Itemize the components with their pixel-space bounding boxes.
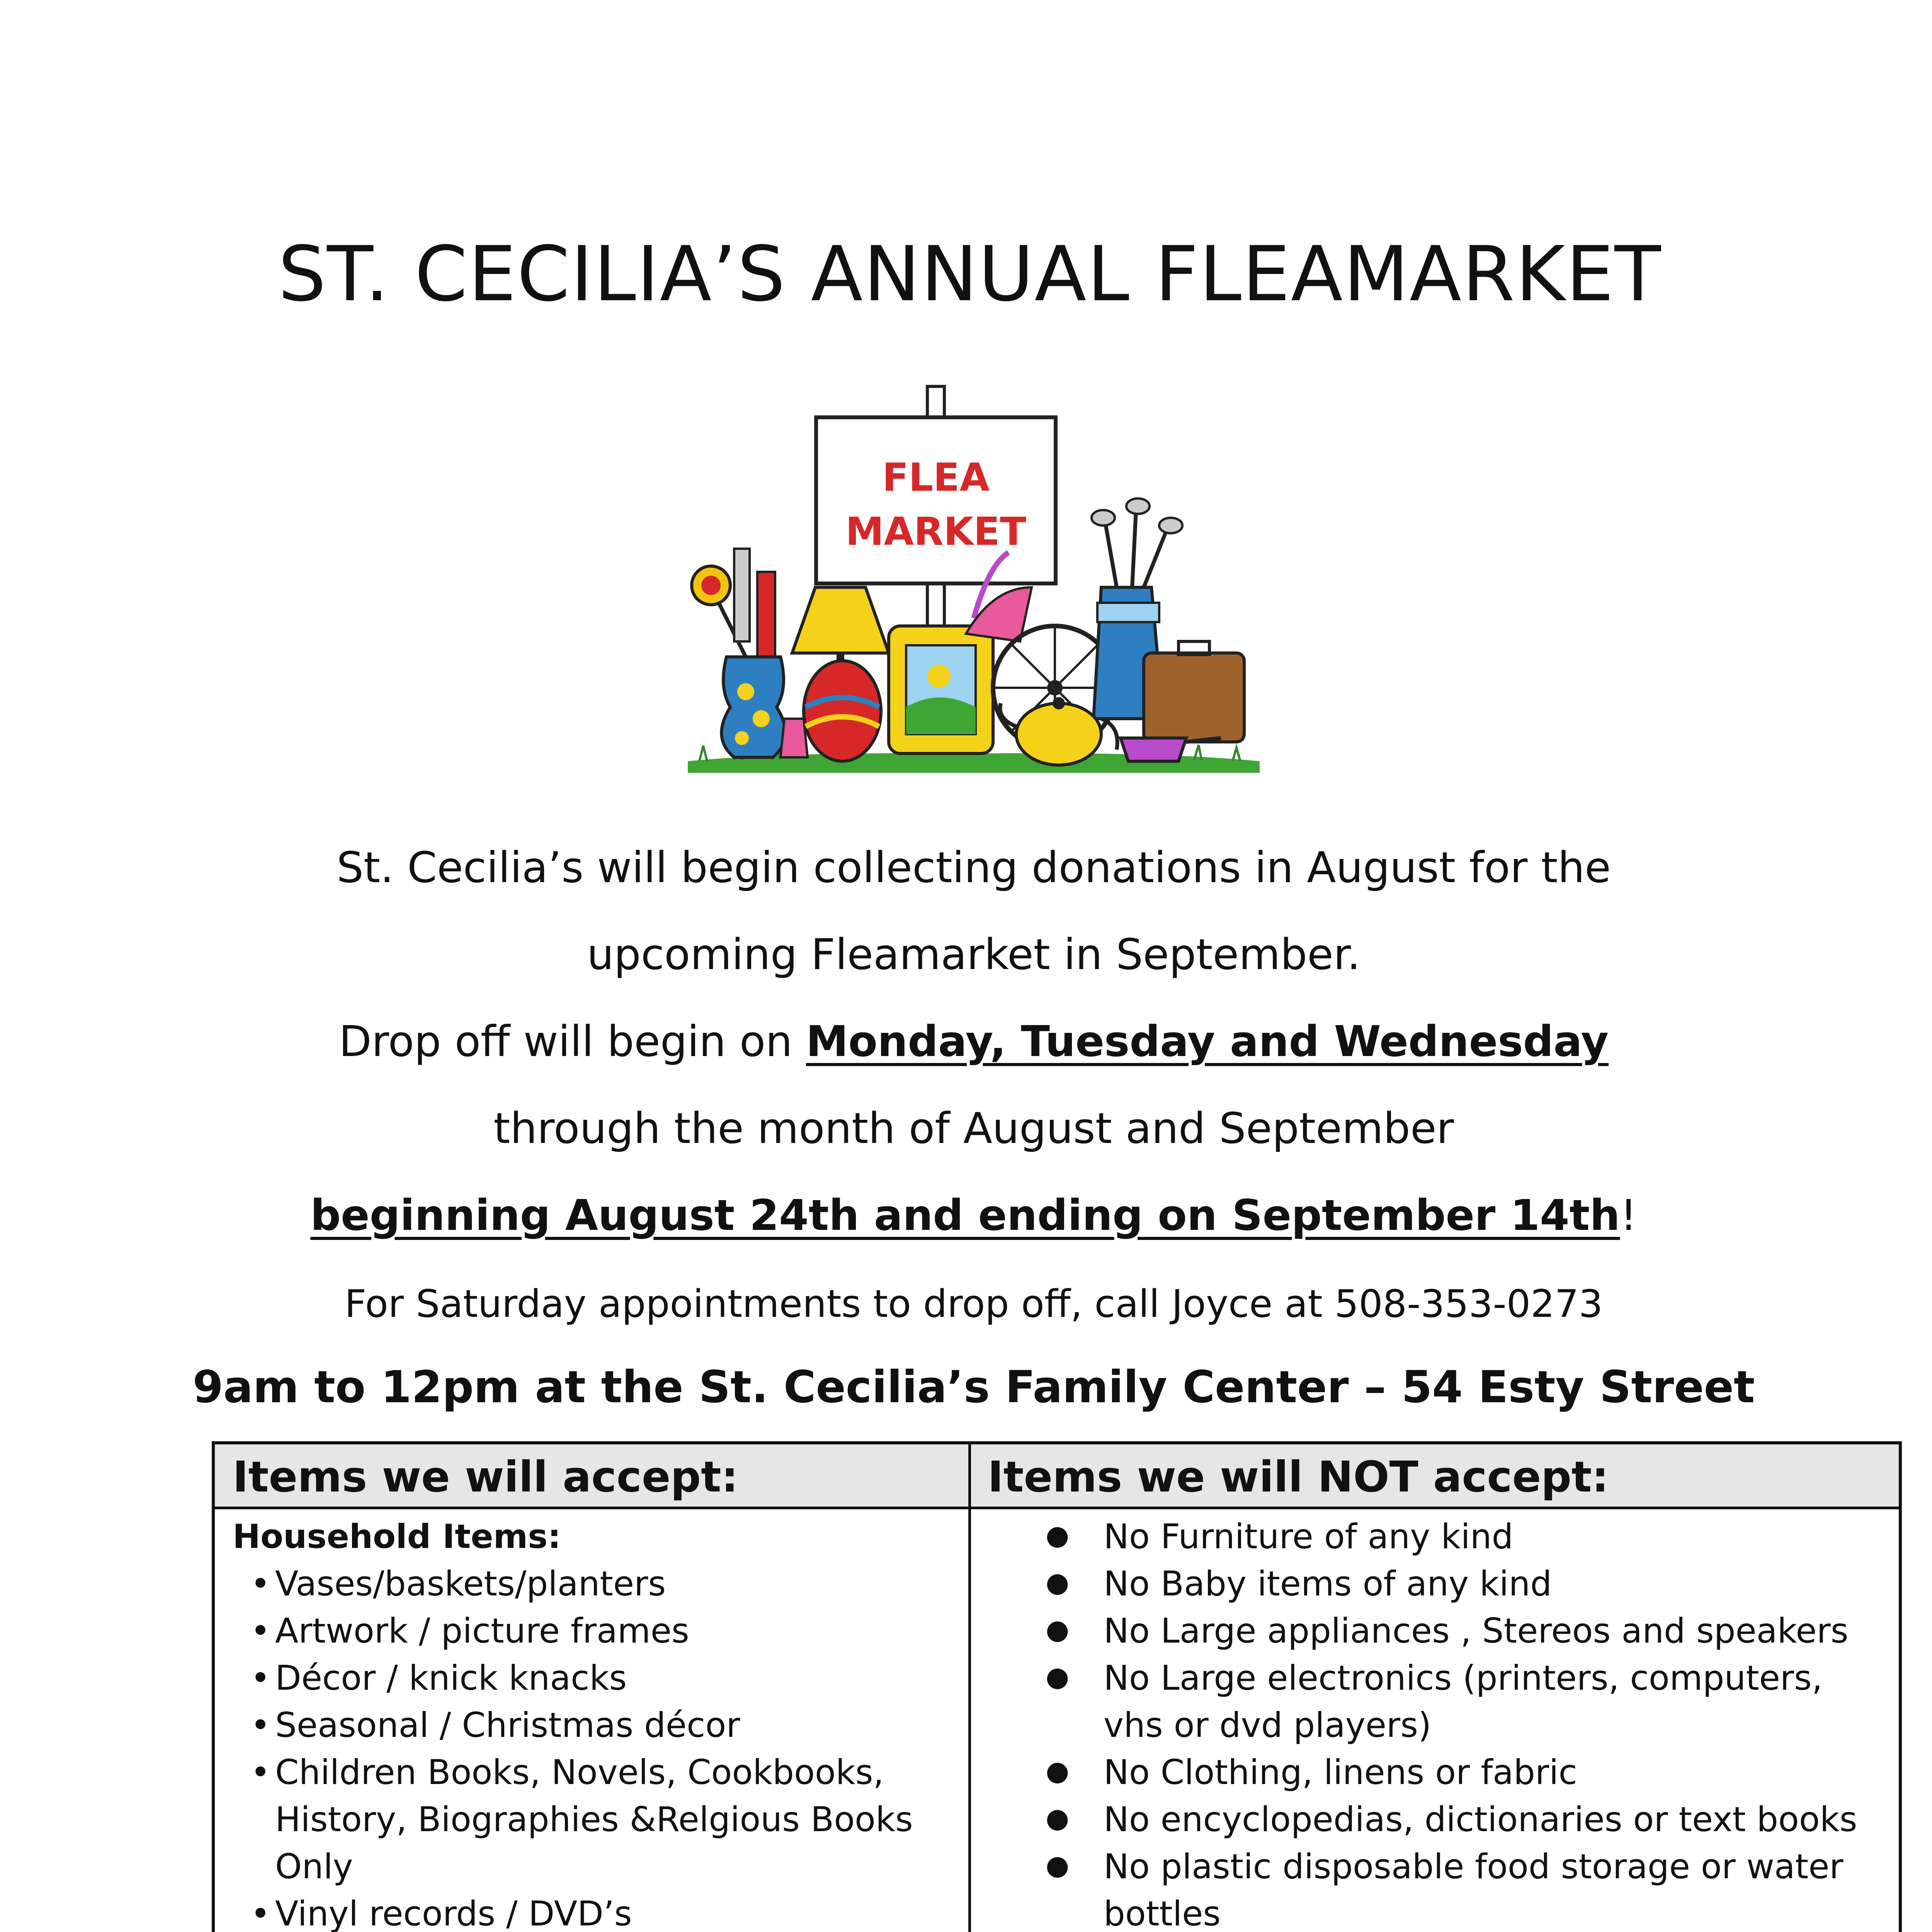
reject-list <box>988 1513 1884 1932</box>
lamp-icon <box>792 587 889 761</box>
intro-line-2: upcoming Fleamarket in September. <box>587 930 1361 979</box>
intro-line-3 <box>0 1012 1932 1070</box>
household-items-subheader: Household Items: <box>233 1517 561 1556</box>
intro-line-1: St. Cecilia’s will begin collecting donations in August for the <box>337 843 1611 892</box>
sign-text-line2: MARKET <box>845 509 1026 554</box>
column-divider <box>968 1444 971 1932</box>
page-title: ST. CECILIA’S ANNUAL FLEAMARKET <box>278 230 1662 318</box>
lollipop-icon <box>692 549 775 657</box>
suitcase-icon <box>1144 641 1244 742</box>
picture-frame-icon <box>889 626 993 753</box>
list-item: • Décor / knick knacks <box>233 1655 959 1702</box>
list-item: ● No plastic disposable food storage or water bottles <box>988 1843 1884 1932</box>
intro-line-5-post: ! <box>1620 1190 1637 1240</box>
accept-column <box>233 1513 959 1932</box>
list-item: ● No Furniture of any kind <box>988 1513 1884 1560</box>
hours-location: 9am to 12pm at the St. Cecilia’s Family Center – 54 Esty Street <box>192 1361 1755 1413</box>
list-item: • Seasonal / Christmas décor <box>233 1702 959 1749</box>
vase-icon <box>721 657 785 757</box>
items-table <box>212 1441 1902 1932</box>
saturday-appointment-note: For Saturday appointments to drop off, call Joyce at 508-353-0273 <box>344 1282 1603 1326</box>
reject-header: Items we will NOT accept: <box>988 1452 1609 1502</box>
list-item: • Vases/baskets/planters <box>233 1560 959 1607</box>
list-item: ● No encyclopedias, dictionaries or text books <box>988 1796 1884 1843</box>
list-item: • Vinyl records / DVD’s <box>233 1890 959 1932</box>
list-item: ● No Baby items of any kind <box>988 1560 1884 1607</box>
list-item: ● No Large electronics (printers, computers, vhs or dvd players) <box>988 1655 1884 1749</box>
list-item: • Children Books, Novels, Cookbooks, History, Biographies &Relgious Books Only <box>233 1749 959 1890</box>
intro-line-5 <box>0 1186 1932 1244</box>
drop-off-days: Monday, Tuesday and Wednesday <box>806 1017 1609 1066</box>
intro-line-3-pre: Drop off will begin on <box>339 1017 806 1066</box>
list-item: ● No Clothing, linens or fabric <box>988 1749 1884 1796</box>
list-item: • Artwork / picture frames <box>233 1607 959 1655</box>
small-vase-icon <box>781 719 808 757</box>
drop-off-dates: beginning August 24th and ending on September 14th <box>310 1190 1620 1240</box>
list-item: ● No Large appliances , Stereos and speakers <box>988 1607 1884 1655</box>
accept-header: Items we will accept: <box>233 1452 738 1502</box>
flea-market-illustration <box>672 371 1275 781</box>
intro-line-4: through the month of August and September <box>493 1104 1454 1153</box>
reject-column <box>988 1513 1884 1932</box>
accept-list <box>233 1560 959 1932</box>
sign-text-line1: FLEA <box>882 455 990 500</box>
